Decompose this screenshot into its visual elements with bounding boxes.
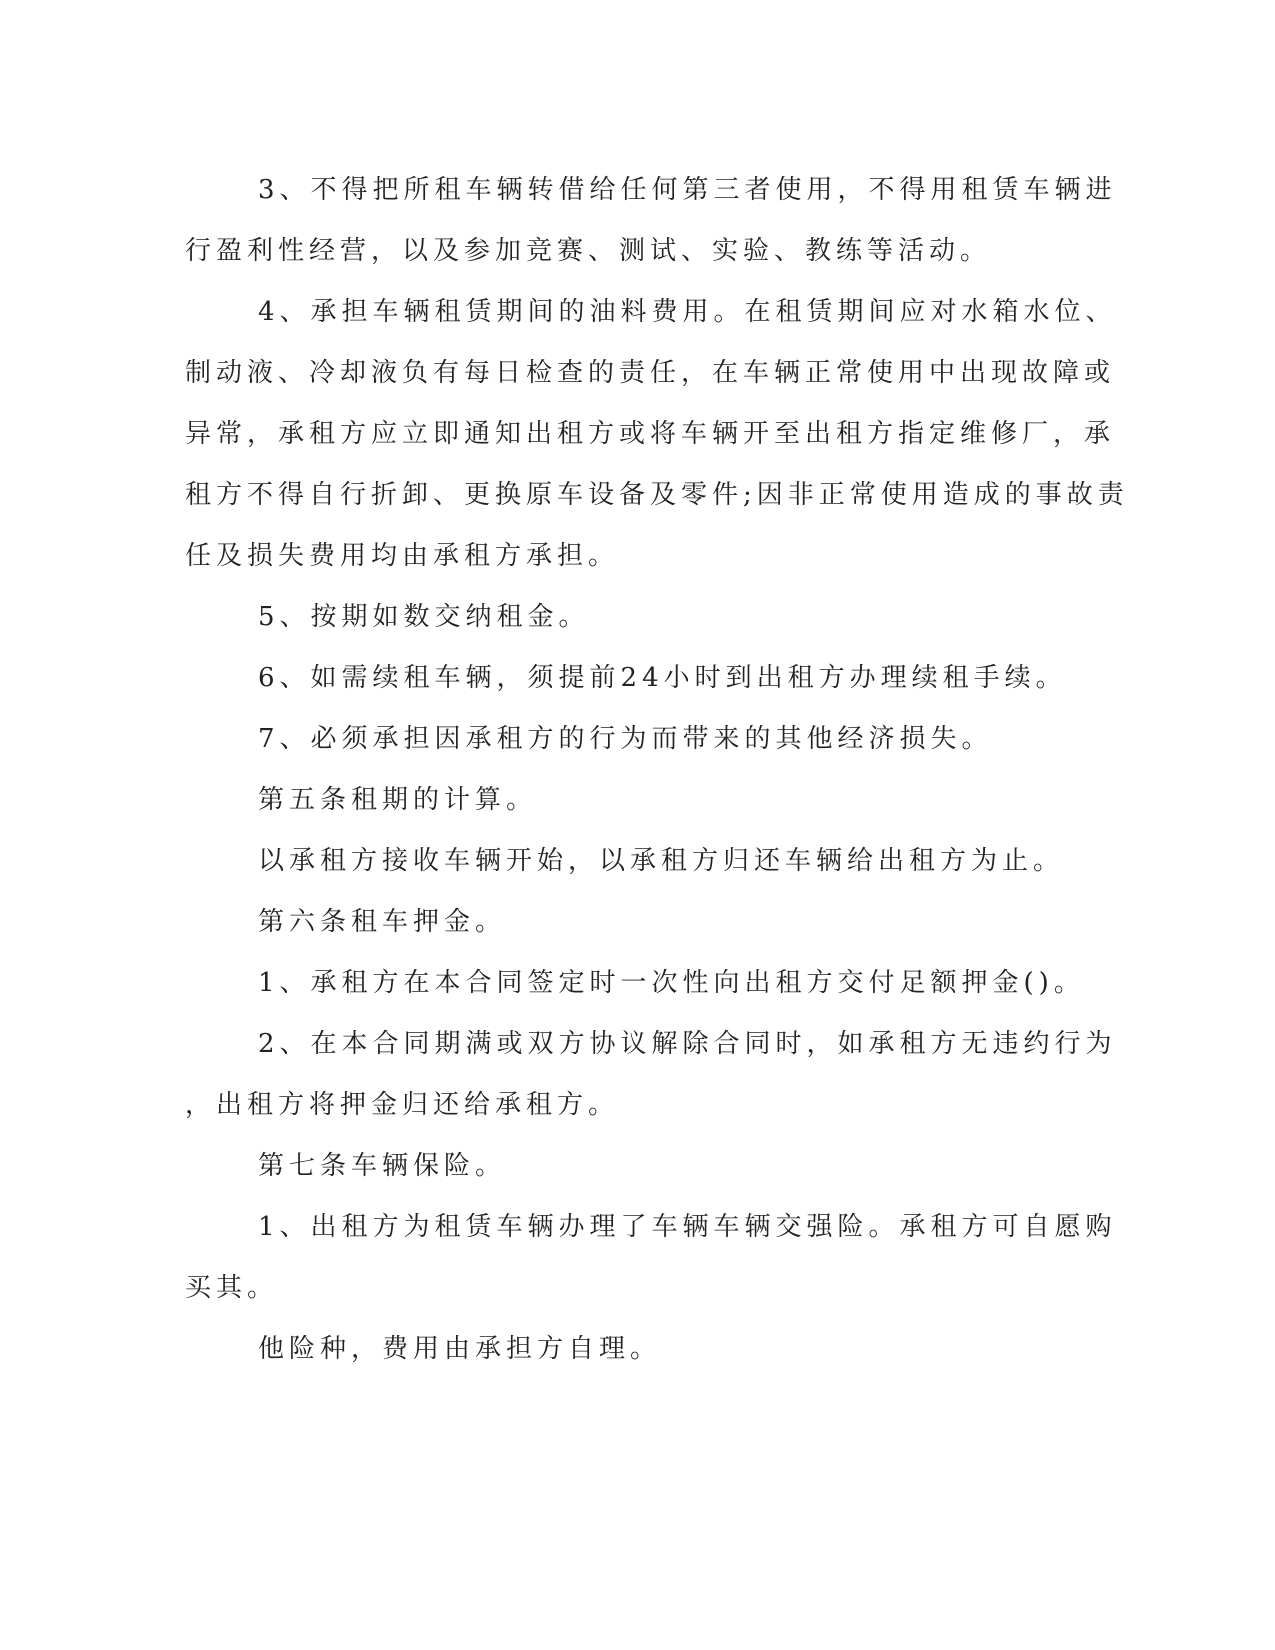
text-line: 异常，承租方应立即通知出租方或将车辆开至出租方指定维修厂，承 bbox=[185, 419, 1116, 449]
section-heading: 第五条租期的计算。 bbox=[258, 785, 538, 815]
text-line: 任及损失费用均由承租方承担。 bbox=[185, 541, 620, 571]
text-line: 他险种，费用由承担方自理。 bbox=[258, 1334, 662, 1364]
text-line: 1、出租方为租赁车辆办理了车辆车辆交强险。承租方可自愿购 bbox=[258, 1212, 1117, 1242]
text-line: 租方不得自行折卸、更换原车设备及零件;因非正常使用造成的事故责 bbox=[185, 480, 1129, 510]
text-line: 1、承租方在本合同签定时一次性向出租方交付足额押金()。 bbox=[258, 968, 1085, 998]
text-line: 6、如需续租车辆，须提前24小时到出租方办理续租手续。 bbox=[258, 663, 1067, 693]
contract-text bbox=[185, 160, 1129, 1380]
text-line: 7、必须承担因承租方的行为而带来的其他经济损失。 bbox=[258, 724, 993, 754]
text-line: 2、在本合同期满或双方协议解除合同时，如承租方无违约行为 bbox=[258, 1029, 1117, 1059]
text-line: ，出租方将押金归还给承租方。 bbox=[185, 1090, 620, 1120]
section-heading: 第七条车辆保险。 bbox=[258, 1151, 507, 1181]
text-line: 5、按期如数交纳租金。 bbox=[258, 602, 590, 632]
text-line: 买其。 bbox=[185, 1273, 279, 1303]
text-line: 行盈利性经营，以及参加竞赛、测试、实验、教练等活动。 bbox=[185, 236, 992, 266]
text-line: 4、承担车辆租赁期间的油料费用。在租赁期间应对水箱水位、 bbox=[258, 297, 1117, 327]
section-heading: 第六条租车押金。 bbox=[258, 907, 507, 937]
text-line: 3、不得把所租车辆转借给任何第三者使用，不得用租赁车辆进 bbox=[258, 175, 1117, 205]
text-line: 制动液、冷却液负有每日检查的责任，在车辆正常使用中出现故障或 bbox=[185, 358, 1116, 388]
text-line: 以承租方接收车辆开始，以承租方归还车辆给出租方为止。 bbox=[258, 846, 1065, 876]
